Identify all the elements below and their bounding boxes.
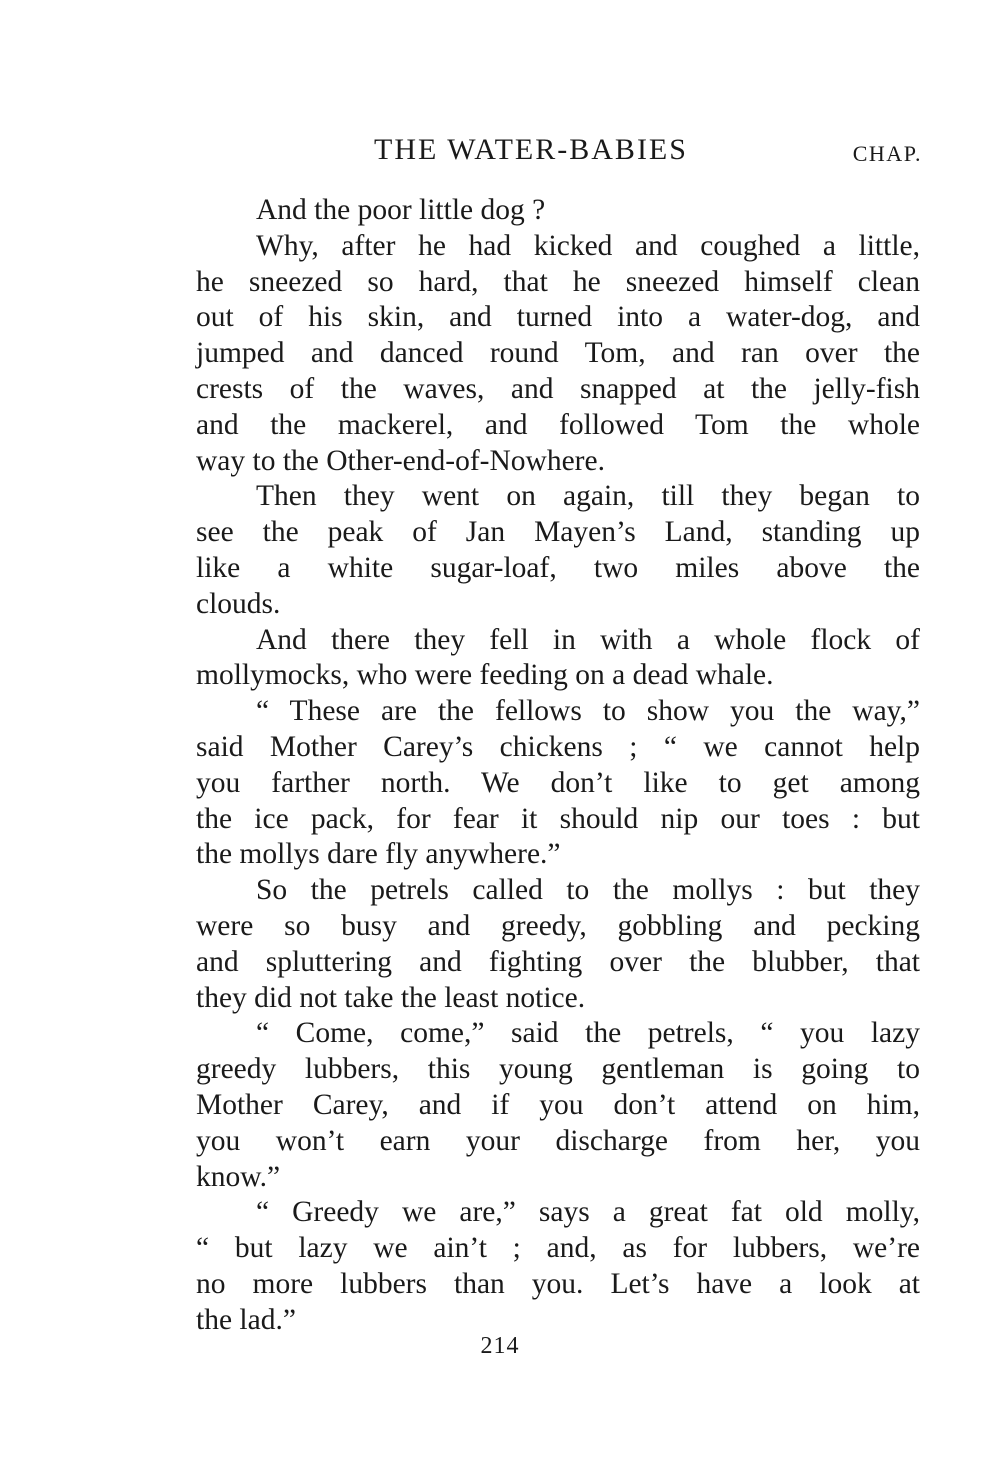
text-line: like a white sugar-loaf, two miles above the	[196, 551, 920, 584]
running-title: THE WATER-BABIES	[374, 133, 688, 166]
text-line: Then they went on again, till they began to	[256, 480, 920, 513]
text-line: and spluttering and fighting over the blubber, that	[196, 945, 920, 978]
text-line: clouds.	[196, 587, 281, 620]
text-line: out of his skin, and turned into a water-dog, and	[196, 301, 920, 334]
text-line: were so busy and greedy, gobbling and pecking	[196, 909, 920, 942]
body-text	[196, 193, 920, 1339]
text-line: the ice pack, for fear it should nip our toes : but	[196, 802, 920, 835]
text-line: Why, after he had kicked and coughed a little,	[256, 229, 920, 262]
text-line: jumped and danced round Tom, and ran over the	[196, 337, 920, 370]
running-head	[196, 128, 922, 172]
text-line: “ These are the fellows to show you the way,”	[256, 695, 920, 728]
text-line: see the peak of Jan Mayen’s Land, standing up	[196, 516, 920, 549]
text-line: crests of the waves, and snapped at the jelly-fish	[196, 372, 920, 405]
text-line: greedy lubbers, this young gentleman is going to	[196, 1053, 920, 1086]
text-line: “ Greedy we are,” says a great fat old molly,	[256, 1196, 920, 1229]
text-line: “ but lazy we ain’t ; and, as for lubbers, we’re	[196, 1232, 920, 1265]
text-line: he sneezed so hard, that he sneezed himself clean	[196, 265, 920, 298]
text-line: and the mackerel, and followed Tom the whole	[196, 408, 920, 441]
text-line: So the petrels called to the mollys : but they	[256, 874, 920, 907]
text-line: know.”	[196, 1160, 281, 1193]
text-line: And the poor little dog ?	[256, 194, 546, 226]
text-line: “ Come, come,” said the petrels, “ you lazy	[256, 1017, 920, 1050]
text-line: you farther north. We don’t like to get among	[196, 766, 920, 799]
text-line: said Mother Carey’s chickens ; “ we cannot help	[196, 730, 920, 763]
chapter-label: CHAP.	[852, 141, 922, 166]
text-line: the mollys dare fly anywhere.”	[196, 838, 561, 871]
text-line: mollymocks, who were feeding on a dead whale.	[196, 659, 774, 692]
text-line: Mother Carey, and if you don’t attend on him,	[196, 1088, 920, 1121]
text-line: the lad.”	[196, 1303, 296, 1336]
text-line: And there they fell in with a whole flock of	[256, 623, 920, 656]
text-line: way to the Other-end-of-Nowhere.	[196, 444, 605, 477]
text-line: they did not take the least notice.	[196, 981, 586, 1014]
page-number: 214	[480, 1333, 520, 1359]
text-line: you won’t earn your discharge from her, you	[196, 1124, 920, 1157]
text-line: no more lubbers than you. Let’s have a look at	[196, 1267, 920, 1300]
